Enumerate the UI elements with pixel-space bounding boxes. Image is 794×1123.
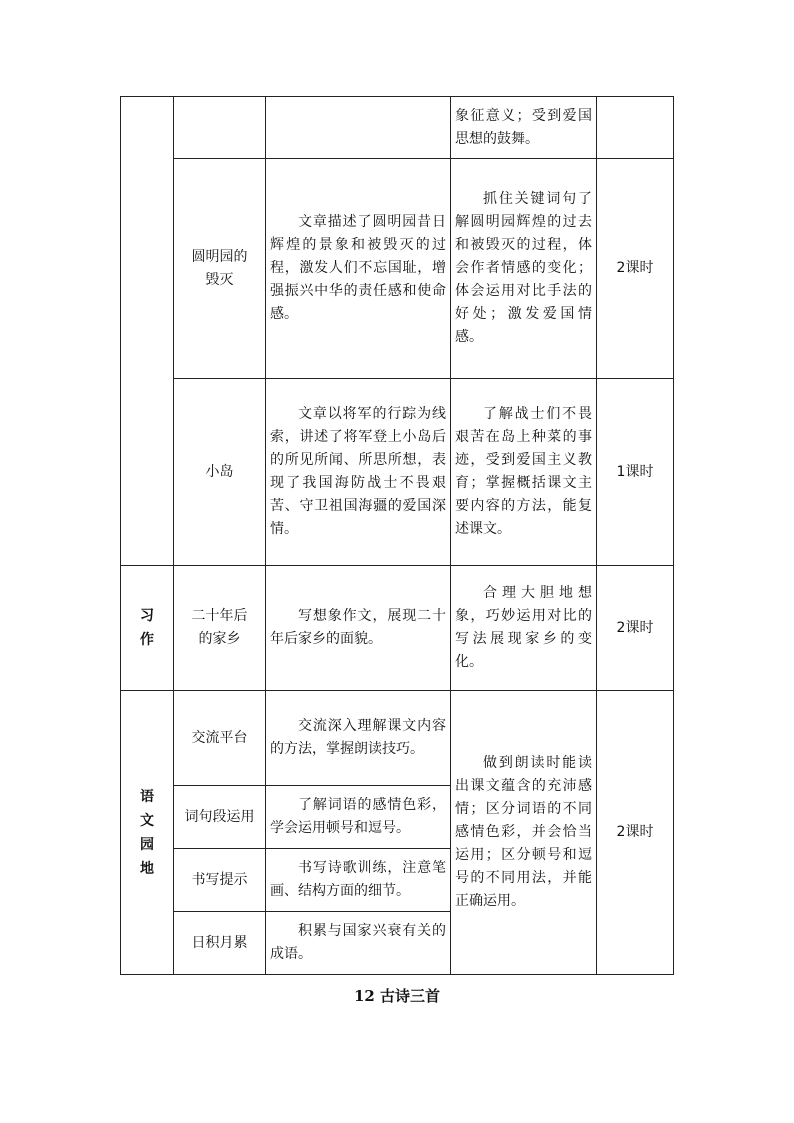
- lesson-hours: 1课时: [597, 379, 674, 566]
- lesson-content: [266, 849, 451, 912]
- table-row-yuwen-1: [121, 691, 674, 786]
- lesson-title: [174, 566, 266, 691]
- table-row-xizuo: [121, 566, 674, 691]
- lesson-content: [266, 912, 451, 975]
- lesson-hours: 2课时: [597, 159, 674, 379]
- lesson-goal-text: 象征意义；受到爱国思想的鼓舞。: [455, 107, 592, 147]
- lesson-title: [174, 159, 266, 379]
- lesson-title: [174, 786, 266, 849]
- section-heading: 12 古诗三首: [353, 987, 441, 1005]
- unit-label: 习作: [140, 608, 154, 648]
- lesson-title: 交流平台: [174, 691, 266, 786]
- lesson-content-text: 了解词语的感情色彩，学会运用顿号和逗号。: [270, 797, 446, 836]
- lesson-content: [266, 379, 451, 566]
- unit-label: 语文园地: [140, 788, 154, 877]
- lesson-hours: 2课时: [597, 566, 674, 691]
- lesson-content-text: 积累与国家兴衰有关的成语。: [270, 923, 446, 962]
- lesson-content-text: 文章描述了圆明园昔日辉煌的景象和被毁灭的过程，激发人们不忘国耻，增强振兴中华的责任感和使命感。: [270, 214, 446, 322]
- lesson-goal-text: 抓住关键词句了解圆明园辉煌的过去和被毁灭的过程，体会作者情感的变化；体会运用对比手法的好处；激发爱国情感。: [455, 191, 592, 345]
- lesson-content: [266, 566, 451, 691]
- lesson-content-text: 写想象作文，展现二十年后家乡的面貌。: [270, 608, 446, 647]
- lesson-title: 书写提示: [174, 849, 266, 912]
- lesson-content: [266, 159, 451, 379]
- lesson-title-text: 圆明园的毁灭: [191, 248, 248, 288]
- lesson-goal: [451, 566, 597, 691]
- lesson-title: 日积月累: [174, 912, 266, 975]
- unit-cell-garden: [121, 691, 174, 975]
- table-row-continued: [121, 97, 674, 159]
- table-row-yuanmingyuan: [121, 159, 674, 379]
- unit-cell-reading: [121, 97, 174, 566]
- lesson-title-text: 二十年后的家乡: [191, 608, 248, 647]
- lesson-goal: [451, 379, 597, 566]
- lesson-content-text: 交流深入理解课文内容的方法，掌握朗读技巧。: [270, 718, 446, 757]
- lesson-goal-text: 做到朗读时能读出课文蕴含的充沛感情；区分词语的不同感情色彩，并会恰当运用；区分顿号和逗号的不同用法，并能正确运用。: [455, 755, 592, 909]
- lesson-content: [266, 97, 451, 159]
- lesson-goal: [451, 97, 597, 159]
- lesson-content: [266, 691, 451, 786]
- lesson-content-text: 书写诗歌训练，注意笔画、结构方面的细节。: [270, 860, 446, 899]
- lesson-content: [266, 786, 451, 849]
- table-row-xiaodao: [121, 379, 674, 566]
- lesson-goal-text: 了解战士们不畏艰苦在岛上种菜的事迹，受到爱国主义教育；掌握概括课文主要内容的方法，能复述课文。: [455, 406, 592, 537]
- lesson-title: 小岛: [174, 379, 266, 566]
- lesson-title-text: 词句段运用: [184, 808, 255, 825]
- lesson-goal-text: 合理大胆地想象，巧妙运用对比的写法展现家乡的变化。: [455, 585, 592, 670]
- lesson-goal: [451, 691, 597, 975]
- lesson-content-text: 文章以将军的行踪为线索，讲述了将军登上小岛后的所见所闻、所思所想，表现了我国海防战士不畏艰苦、守卫祖国海疆的爱国深情。: [270, 406, 446, 537]
- unit-plan-table: [120, 96, 674, 975]
- lesson-hours: 2课时: [597, 691, 674, 975]
- lesson-title: [174, 97, 266, 159]
- lesson-goal: [451, 159, 597, 379]
- lesson-hours: [597, 97, 674, 159]
- unit-cell-writing: [121, 566, 174, 691]
